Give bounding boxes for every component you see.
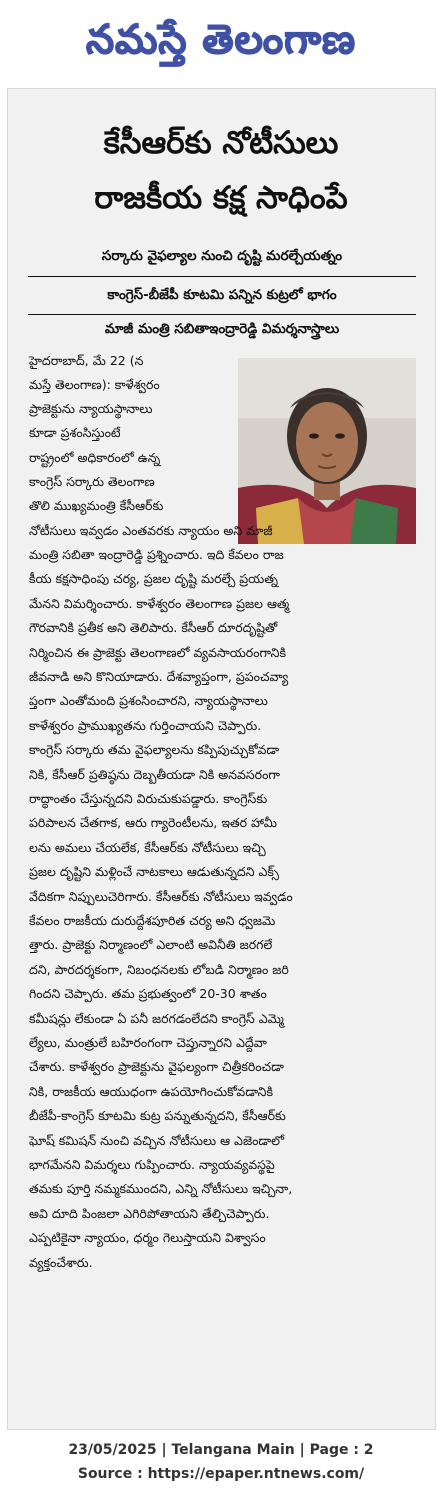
article-line: బీజేపీ-కాంగ్రెస్‌ కూటమి కుట్ర పన్నుతున్నదని, కేసీఆర్‌కు: [29, 1108, 286, 1123]
subheading-1: సర్కారు వైఫల్యాల నుంచి దృష్టి మరల్చేయత్నం: [101, 248, 343, 264]
article-line: దని, పారదర్శకంగా, నిబంధనలకు లోబడి నిర్మాణం జరి: [29, 962, 289, 977]
article-line: ప్రాజెక్టును న్యాయస్థానాలు: [29, 401, 153, 416]
footer-source: Source : https://epaper.ntnews.com/: [77, 1466, 365, 1482]
article-line: హైదరాబాద్‌, మే 22 (న: [29, 353, 144, 368]
headline-line-2: రాజకీయ కక్ష సాధింపే: [94, 180, 348, 216]
article-line: వేదికగా నిప్పులుచెరిగారు. కేసీఆర్‌కు నోటీసులు ఇవ్వడం: [29, 889, 293, 904]
article-line: ప్రజల దృష్టిని మళ్లించే నాటకాలు ఆడుతున్నదని ఎక్స్‌: [29, 864, 279, 879]
subheading-2: కాంగ్రెస్‌-బీజేపీ కూటమి పన్నిన కుట్రలో భాగం: [107, 287, 337, 303]
article-line: గౌరవానికి ప్రతీక అని తెలిపారు. కేసీఆర్‌ దూరదృష్టితో: [29, 620, 278, 635]
article-line: కాళేశ్వరం ప్రాముఖ్యతను గుర్తించాయని చెప్పారు.: [29, 718, 262, 733]
article-line: లను అమలు చేయలేక, కేసీఆర్‌కు నోటీసులు ఇచ్చి: [29, 840, 266, 855]
article-line: గిందని చెప్పారు. తమ ప్రభుత్వంలో 20-30 శాతం: [29, 986, 267, 1001]
article-line: ల్యేలు, మంత్రులే బహిరంగంగా చెప్తున్నారని ఎద్దేవా: [29, 1035, 267, 1050]
article-line: నోటీసులు ఇవ్వడం ఎంతవరకు న్యాయం అని మాజీ: [29, 523, 273, 538]
article-line: ఎప్పటికైనా న్యాయం, ధర్మం గెలుస్తాయని విశ్వాసం: [29, 1230, 266, 1245]
masthead-title: నమస్తే తెలంగాణ: [85, 17, 357, 63]
article-line: భాగమేనని విమర్శలు గుప్పించారు. న్యాయవ్యవస్థపై: [29, 1157, 275, 1172]
portrait-image: [238, 358, 416, 544]
article-line: నికి, కేసీఆర్‌ ప్రతిష్ఠను దెబ్బతీయడా నికి అనవసరంగా: [29, 767, 280, 782]
article-line: తమకు పూర్తి నమ్మకముందని, ఎన్ని నోటీసులు ఇచ్చినా,: [29, 1181, 293, 1196]
article-line: అవి దూది పింజలా ఎగిరిపోతాయని తేల్చిచెప్పారు.: [29, 1206, 270, 1221]
article-line: రాష్ట్రంలో అధికారంలో ఉన్న: [29, 450, 161, 465]
article-line: వ్యక్తంచేశారు.: [29, 1255, 93, 1270]
portrait-photo: [238, 358, 416, 544]
newspaper-masthead: [0, 0, 442, 90]
article-line: కీయ కక్షసాధింపు చర్య, ప్రజల దృష్టి మరల్చే ప్రయత్న: [29, 571, 278, 586]
article-line: కమీషన్లు లేకుండా ఏ పనీ జరగడంలేదని కాంగ్రెస్‌ ఎమ్మె: [29, 1011, 284, 1026]
article-line: మస్తే తెలంగాణ): కాళేశ్వరం: [29, 377, 160, 392]
article-line: కాంగ్రెస్‌ సర్కారు తమ వైఫల్యాలను కప్పిపుచ్చుకోవడా: [29, 742, 280, 757]
subheading-3: మాజీ మంత్రి సబితాఇంద్రారెడ్డి విమర్శనాస్త్రాలు: [104, 321, 340, 337]
article-line: చేశారు. కాళేశ్వరం ప్రాజెక్టును వైఫల్యంగా చిత్రీకరించడా: [29, 1059, 284, 1074]
article-line: మంత్రి సబితా ఇంద్రారెడ్డి ప్రశ్నించారు. ఇది కేవలం రాజ: [29, 547, 284, 562]
footer-date-edition: 23/05/2025 | Telangana Main | Page : 2: [68, 1442, 374, 1458]
article-line: త్తారు. ప్రాజెక్టు నిర్మాణంలో ఎలాంటి అవినీతి జరగలే: [29, 937, 273, 952]
article-line: మేనని విమర్శించారు. కాళేశ్వరం తెలంగాణ ప్రజల ఆత్మ: [29, 596, 290, 611]
divider: [28, 314, 416, 315]
divider: [28, 276, 416, 277]
article-line: జీవనాడి అని కొనియాడారు. దేశవ్యాప్తంగా, ప్రపంచవ్యా: [29, 669, 289, 684]
article-line: రాద్ధాంతం చేస్తున్నదని విరుచుకుపడ్డారు. కాంగ్రెస్‌కు: [29, 791, 268, 806]
article-line: ఘోష్‌ కమిషన్‌ నుంచి వచ్చిన నోటీసులు ఆ ఎజెండాలో: [29, 1133, 285, 1148]
article-line: కూడా ప్రశంసిస్తుంటే: [29, 425, 121, 440]
headline-line-1: కేసీఆర్‌కు నోటీసులు: [103, 125, 339, 161]
article-line: నిర్మించిన ఈ ప్రాజెక్టు తెలంగాణలో వ్యవసాయరంగానికి: [29, 645, 286, 660]
article-line: పరిపాలన చేతగాక, ఆరు గ్యారెంటీలను, ఇతర హామీ: [29, 815, 277, 830]
article-line: తొలి ముఖ్యమంత్రి కేసీఆర్‌కు: [29, 498, 164, 513]
article-line: ప్తంగా ఎంతోమంది ప్రశంసించారని, న్యాయస్థానాలు: [29, 693, 268, 708]
article-line: కేవలం రాజకీయ దురుద్దేశపూరిత చర్య అని ధ్వజమె: [29, 913, 276, 928]
article-line: కాంగ్రెస్‌ సర్కారు తెలంగాణ: [29, 474, 155, 489]
article-line: నికి, రాజకీయ ఆయుధంగా ఉపయోగించుకోవడానికి: [29, 1084, 273, 1099]
